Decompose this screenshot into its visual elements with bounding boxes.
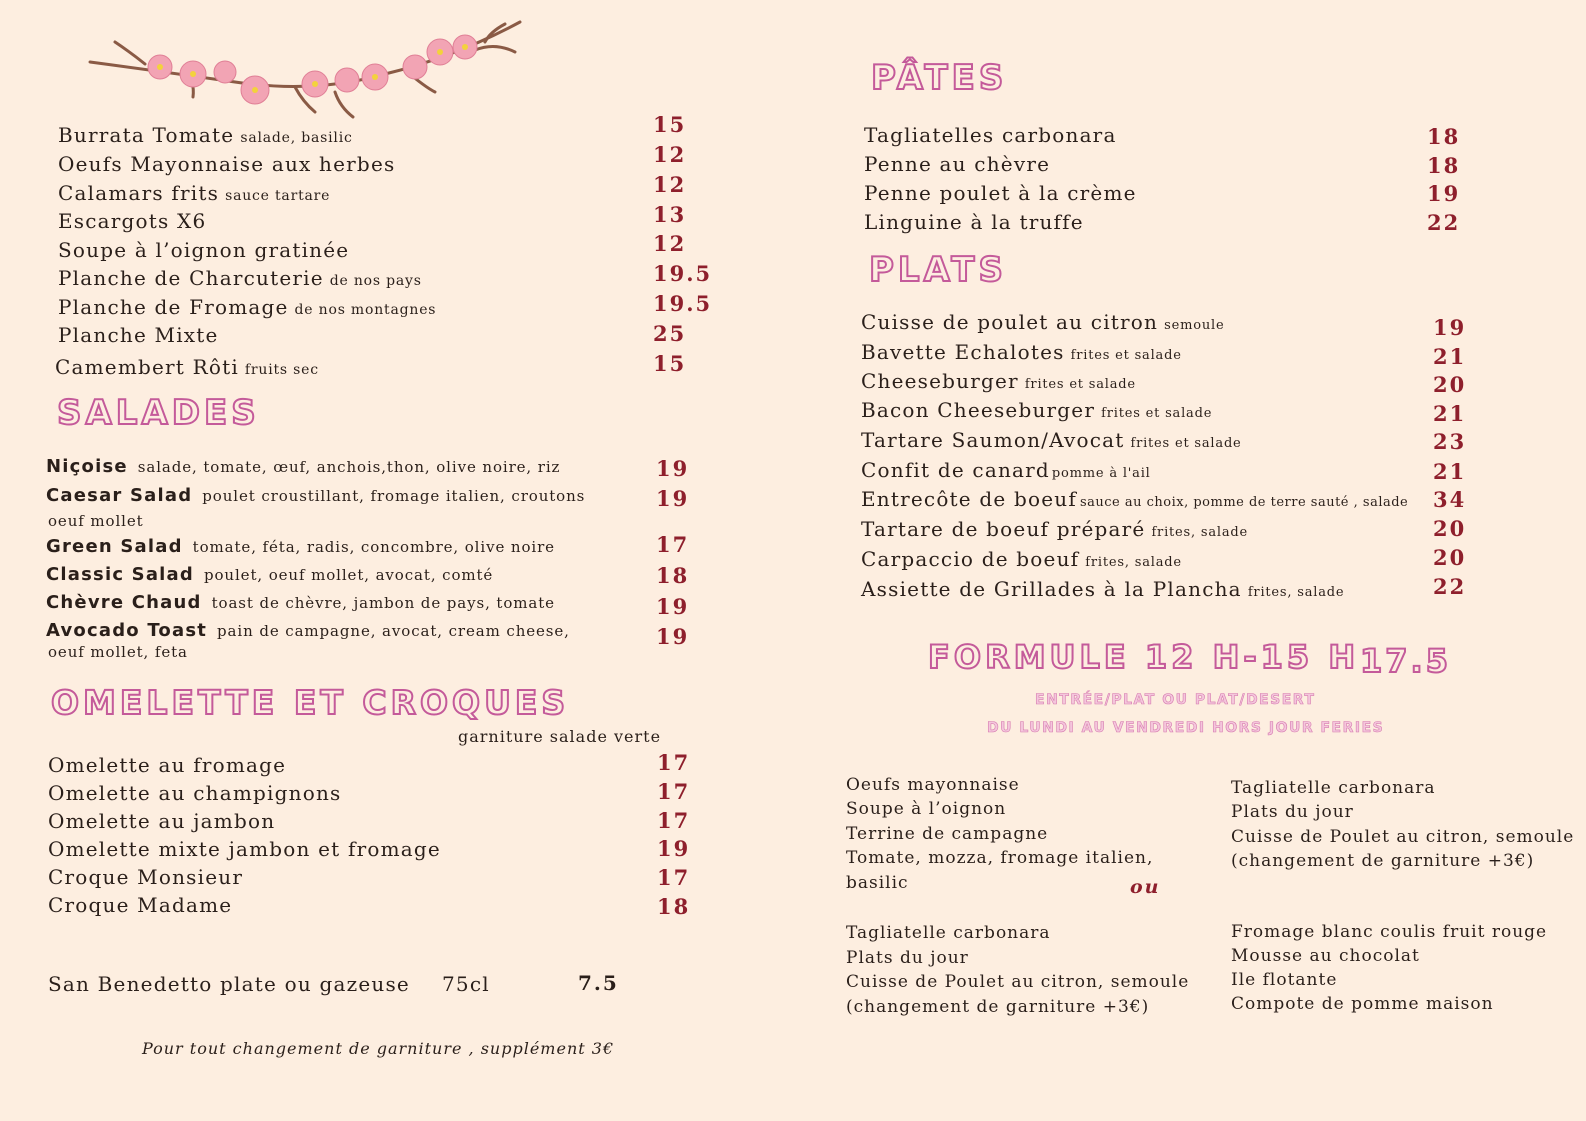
- salad-desc: poulet croustillant, fromage italien, croutons: [202, 487, 586, 505]
- formule-plat: Tagliatelle carbonara: [846, 923, 1051, 943]
- formule-plat: Cuisse de Poulet au citron, semoule: [1231, 827, 1575, 847]
- entree-price: 25: [653, 321, 687, 346]
- plat-price: 20: [1433, 545, 1467, 570]
- entree-item: [58, 123, 353, 147]
- formule-subtitle-2: DU LUNDI AU VENDREDI HORS JOUR FERIES: [987, 720, 1385, 736]
- plat-note: pomme à l'ail: [1051, 466, 1151, 481]
- entree-item: [58, 295, 436, 319]
- plat-price: 23: [1433, 429, 1467, 454]
- salad-item: [46, 564, 493, 585]
- salad-item: [46, 456, 560, 477]
- entree-name: Escargots X6: [58, 209, 207, 233]
- entree-note: de nos montagnes: [294, 302, 437, 318]
- entree-price: 15: [653, 112, 687, 137]
- plat-note: frites et salade: [1070, 348, 1182, 363]
- water-volume: 75cl: [442, 972, 490, 996]
- entree-name: Planche de Fromage: [58, 295, 289, 319]
- salades-heading: SALADES: [57, 393, 260, 433]
- entree-name: Planche de Charcuterie: [58, 266, 324, 290]
- plat-item: [861, 428, 1242, 452]
- salad-desc: pain de campagne, avocat, cream cheese,: [217, 622, 570, 640]
- salad-item: [46, 485, 585, 506]
- entree-note: fruits sec: [244, 362, 319, 378]
- entree-price: 19.5: [653, 261, 713, 286]
- entree-price: 12: [653, 142, 687, 167]
- plat-name: Carpaccio de boeuf: [861, 547, 1080, 571]
- plat-item: [861, 398, 1212, 422]
- plats-heading: PLATS: [869, 250, 1007, 290]
- plat-item: [861, 577, 1344, 601]
- salad-name: Chèvre Chaud: [46, 592, 202, 613]
- plat-item: [861, 340, 1182, 364]
- omelette-price: 17: [657, 750, 691, 775]
- pate-item: Tagliatelles carbonara: [864, 123, 1117, 147]
- plat-name: Bavette Echalotes: [861, 340, 1065, 364]
- salad-price: 19: [656, 456, 690, 481]
- salad-desc: toast de chèvre, jambon de pays, tomate: [211, 594, 555, 612]
- salad-price: 17: [656, 532, 690, 557]
- formule-entree: Soupe à l’oignon: [846, 799, 1007, 819]
- salad-desc: poulet, oeuf mollet, avocat, comté: [203, 566, 494, 584]
- salad-item: [46, 536, 555, 557]
- pate-price: 19: [1427, 181, 1461, 206]
- plat-name: Assiette de Grillades à la Plancha: [861, 577, 1242, 601]
- formule-entree: Tomate, mozza, fromage italien,: [846, 848, 1154, 868]
- entree-name: Planche Mixte: [58, 323, 219, 347]
- salad-name: Caesar Salad: [46, 485, 193, 506]
- entree-item: [58, 323, 219, 347]
- entree-price: 12: [653, 172, 687, 197]
- plat-price: 20: [1433, 372, 1467, 397]
- plat-item: [861, 310, 1224, 334]
- entree-price: 15: [653, 351, 687, 376]
- entree-name: Burrata Tomate: [58, 123, 235, 147]
- pate-price: 22: [1427, 210, 1461, 235]
- entree-name: Calamars frits: [58, 181, 220, 205]
- salad-desc-continued: oeuf mollet, feta: [48, 643, 188, 661]
- salad-name: Avocado Toast: [46, 620, 208, 641]
- entree-price: 13: [653, 202, 687, 227]
- entree-item: [58, 238, 349, 262]
- formule-price: 17.5: [1360, 642, 1451, 680]
- pate-price: 18: [1427, 124, 1461, 149]
- formule-plat: Plats du jour: [846, 948, 969, 968]
- omelette-price: 17: [657, 865, 691, 890]
- entree-note: salade, basilic: [240, 130, 353, 146]
- plat-price: 34: [1433, 487, 1467, 512]
- plat-name: Tartare Saumon/Avocat: [861, 428, 1125, 452]
- entree-price: 12: [653, 231, 687, 256]
- plat-price: 21: [1433, 344, 1467, 369]
- pates-heading: PÂTES: [871, 58, 1008, 98]
- entree-note: de nos pays: [329, 273, 422, 289]
- formule-plat: Tagliatelle carbonara: [1231, 778, 1436, 798]
- plat-name: Cheeseburger: [861, 369, 1019, 393]
- formule-entree: Oeufs mayonnaise: [846, 775, 1020, 795]
- salad-name: Classic Salad: [46, 564, 194, 585]
- formule-heading: FORMULE 12 H-15 H: [928, 638, 1360, 676]
- pate-item: Penne poulet à la crème: [864, 181, 1137, 205]
- entree-item: [58, 181, 330, 205]
- formule-dessert: Ile flotante: [1231, 970, 1338, 990]
- plat-item: [861, 547, 1182, 571]
- plat-price: 21: [1433, 401, 1467, 426]
- plat-name: Bacon Cheeseburger: [861, 398, 1096, 422]
- omelettes-heading: OMELETTE ET CROQUES: [51, 683, 570, 722]
- omelette-item: Omelette au champignons: [48, 781, 342, 805]
- plat-note: frites, salade: [1085, 555, 1182, 570]
- salad-name: Niçoise: [46, 456, 128, 477]
- formule-plat: Cuisse de Poulet au citron, semoule: [846, 972, 1190, 992]
- formule-ou: ou: [1130, 876, 1161, 898]
- omelette-price: 17: [657, 779, 691, 804]
- formule-dessert: Fromage blanc coulis fruit rouge: [1231, 922, 1548, 942]
- salad-item: [46, 592, 555, 613]
- plat-note: frites, salade: [1247, 585, 1345, 600]
- footer-note: Pour tout changement de garniture , supplément 3€: [142, 1039, 615, 1058]
- omelette-item: Omelette au fromage: [48, 753, 287, 777]
- omelette-item: Croque Madame: [48, 893, 233, 917]
- salad-desc: salade, tomate, œuf, anchois,thon, olive noire, riz: [137, 458, 561, 476]
- entree-item: [58, 209, 206, 233]
- salad-desc-continued: oeuf mollet: [48, 512, 144, 530]
- pate-item: Penne au chèvre: [864, 152, 1051, 176]
- pate-price: 18: [1427, 153, 1461, 178]
- plat-item: [861, 517, 1248, 541]
- plat-note: frites et salade: [1101, 406, 1213, 421]
- water-price: 7.5: [578, 971, 619, 995]
- plat-item: [861, 458, 1151, 482]
- entree-note: sauce tartare: [225, 188, 331, 204]
- entree-name: Soupe à l’oignon gratinée: [58, 238, 350, 262]
- formule-entree: Terrine de campagne: [846, 824, 1049, 844]
- omelette-item: Omelette au jambon: [48, 809, 276, 833]
- omelette-item: Omelette mixte jambon et fromage: [48, 837, 441, 861]
- entree-item: [58, 152, 395, 176]
- formule-dessert: Compote de pomme maison: [1231, 994, 1494, 1014]
- plat-name: Tartare de boeuf préparé: [861, 517, 1146, 541]
- entree-name: Oeufs Mayonnaise aux herbes: [58, 152, 396, 176]
- entree-item: [58, 266, 422, 290]
- formule-plat: (changement de garniture +3€): [1231, 851, 1535, 871]
- plat-note: sauce au choix, pomme de terre sauté , salade: [1079, 495, 1409, 510]
- formule-subtitle-1: ENTRÉE/PLAT OU PLAT/DESERT: [1035, 692, 1316, 708]
- plat-price: 20: [1433, 516, 1467, 541]
- plat-item: [861, 369, 1136, 393]
- cherry-blossom-branch-icon: [85, 12, 530, 127]
- entree-price: 19.5: [653, 291, 713, 316]
- omelettes-garniture-note: garniture salade verte: [458, 727, 662, 746]
- salad-price: 19: [656, 624, 690, 649]
- plat-price: 21: [1433, 459, 1467, 484]
- pate-item: Linguine à la truffe: [864, 210, 1084, 234]
- plat-note: frites et salade: [1024, 377, 1136, 392]
- omelette-item: Croque Monsieur: [48, 865, 244, 889]
- salad-price: 19: [656, 486, 690, 511]
- omelette-price: 19: [657, 836, 691, 861]
- plat-price: 19: [1433, 315, 1467, 340]
- formule-plat: (changement de garniture +3€): [846, 997, 1150, 1017]
- entree-item: [55, 355, 319, 379]
- plat-name: Cuisse de poulet au citron: [861, 310, 1159, 334]
- plat-name: Entrecôte de boeuf: [861, 487, 1077, 511]
- salad-desc: tomate, féta, radis, concombre, olive noire: [192, 538, 555, 556]
- salad-item: [46, 620, 570, 641]
- formule-entree: basilic: [846, 873, 909, 893]
- formule-dessert: Mousse au chocolat: [1231, 946, 1420, 966]
- entree-name: Camembert Rôti: [55, 355, 239, 379]
- water-item: San Benedetto plate ou gazeuse: [48, 972, 410, 996]
- plat-note: semoule: [1164, 318, 1225, 333]
- omelette-price: 18: [657, 894, 691, 919]
- plat-price: 22: [1433, 574, 1467, 599]
- salad-name: Green Salad: [46, 536, 183, 557]
- omelette-price: 17: [657, 808, 691, 833]
- plat-name: Confit de canard: [861, 458, 1050, 482]
- formule-plat: Plats du jour: [1231, 802, 1354, 822]
- plat-note: frites et salade: [1130, 436, 1242, 451]
- salad-price: 19: [656, 594, 690, 619]
- plat-note: frites, salade: [1151, 525, 1249, 540]
- plat-item: [861, 487, 1408, 511]
- salad-price: 18: [656, 563, 690, 588]
